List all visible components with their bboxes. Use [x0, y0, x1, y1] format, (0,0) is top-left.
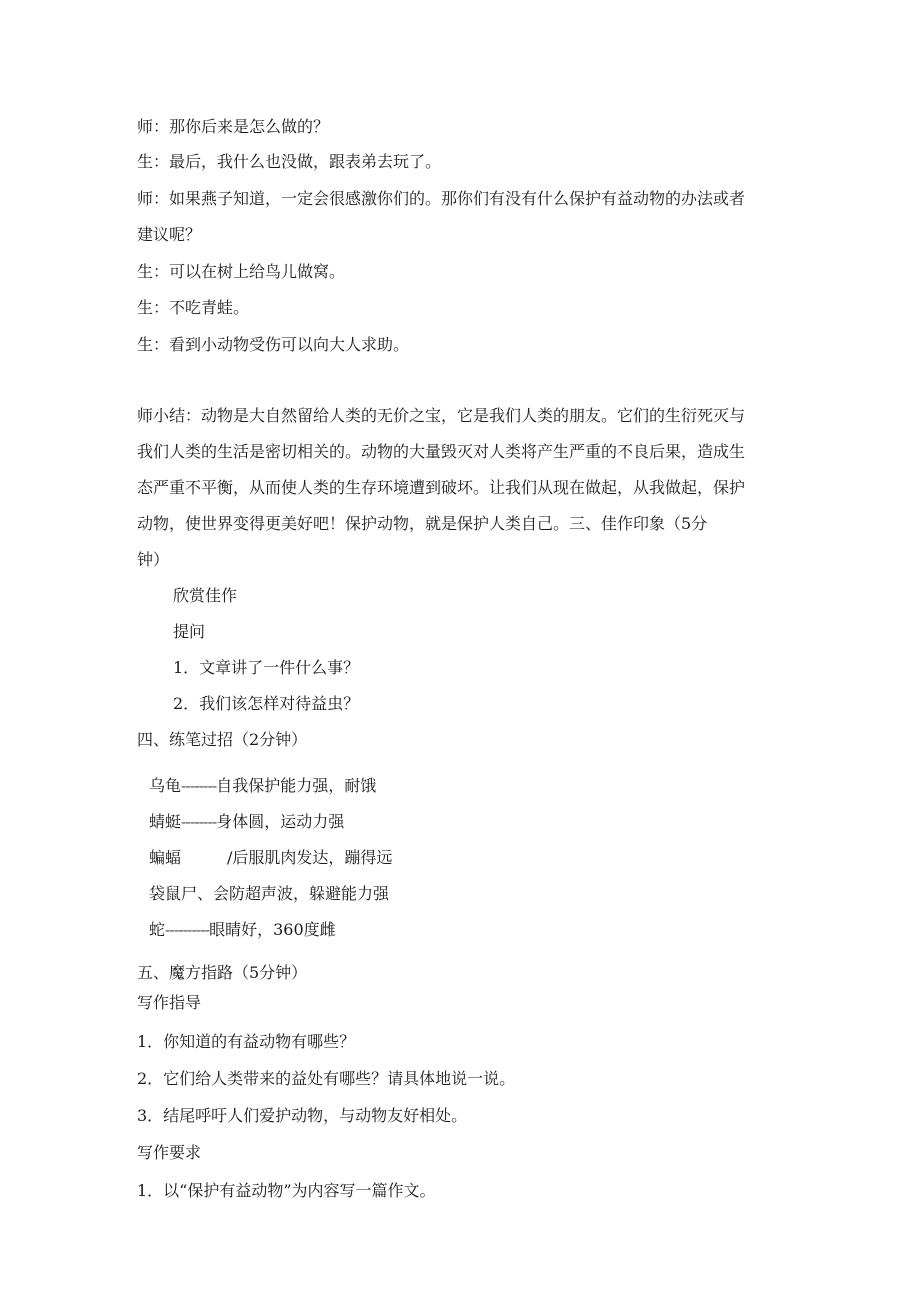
matching-row: [149, 919, 336, 941]
summary-line-5: 钟）: [137, 550, 170, 569]
requirement-item-1: 1．以“保护有益动物”为内容写一篇作文。: [137, 1181, 436, 1200]
section3-item-1: 欣赏佳作: [173, 586, 238, 605]
matching-animal: 袋鼠尸、: [149, 884, 214, 903]
guide-item-2: 2．它们给人类带来的益处有哪些？请具体地说一说。: [137, 1069, 516, 1088]
matching-connector: --------: [181, 812, 217, 831]
dialogue-line-2: 生：最后，我什么也没做，跟表弟去玩了。: [137, 152, 442, 171]
matching-trait: 身体圆，运动力强: [216, 812, 345, 831]
guide-item-1: 1．你知道的有益动物有哪些？: [137, 1032, 356, 1051]
section3-item-4: 2．我们该怎样对待益虫？: [173, 694, 360, 713]
section3-item-2: 提问: [173, 622, 206, 641]
section5-title: 五、魔方指路（5分钟）: [137, 963, 308, 982]
matching-connector: --------: [181, 776, 217, 795]
matching-animal: 乌龟: [149, 776, 182, 795]
requirements-heading: 写作要求: [137, 1143, 202, 1162]
summary-line-1: 师小结：动物是大自然留给人类的无价之宝，它是我们人类的朋友。它们的生衍死灭与: [137, 406, 746, 425]
matching-trait: 会防超声波，躲避能力强: [213, 884, 390, 903]
dialogue-line-3: 师：如果燕子知道，一定会很感激你们的。那你们有没有什么保护有益动物的办法或者: [137, 189, 746, 208]
matching-trait: 眼睛好，360度雌: [209, 920, 336, 939]
summary-line-2: 我们人类的生活是密切相关的。动物的大量毁灭对人类将产生严重的不良后果，造成生: [137, 442, 746, 461]
guide-heading: 写作指导: [137, 993, 202, 1012]
matching-row: [149, 811, 344, 833]
dialogue-line-7: 生：看到小动物受伤可以向大人求助。: [137, 335, 410, 354]
matching-trait: 自我保护能力强，耐饿: [216, 776, 377, 795]
matching-animal: 蛇: [149, 920, 166, 939]
section3-item-3: 1．文章讲了一件什么事？: [173, 658, 360, 677]
dialogue-line-4: 建议呢？: [137, 225, 202, 244]
matching-animal: 蝙蝠: [149, 848, 182, 867]
matching-animal: 蜻蜓: [149, 812, 182, 831]
matching-connector: ----------: [165, 920, 210, 939]
summary-line-3: 态严重不平衡，从而使人类的生存环境遭到破坏。让我们从现在做起，从我做起，保护: [137, 478, 746, 497]
dialogue-line-6: 生：不吃青蛙。: [137, 298, 250, 317]
matching-row: [149, 775, 376, 797]
matching-row: [149, 847, 392, 869]
matching-connector: /: [227, 848, 233, 867]
matching-row: [149, 883, 389, 905]
dialogue-line-5: 生：可以在树上给鸟儿做窝。: [137, 262, 346, 281]
section4-title: 四、练笔过招（2分钟）: [137, 730, 308, 749]
dialogue-line-1: 师：那你后来是怎么做的？: [137, 117, 330, 136]
summary-line-4: 动物，使世界变得更美好吧！保护动物，就是保护人类自己。三、佳作印象（5分: [137, 514, 708, 533]
guide-item-3: 3．结尾呼吁人们爱护动物，与动物友好相处。: [137, 1106, 468, 1125]
matching-trait: 后服肌肉发达，蹦得远: [232, 848, 393, 867]
